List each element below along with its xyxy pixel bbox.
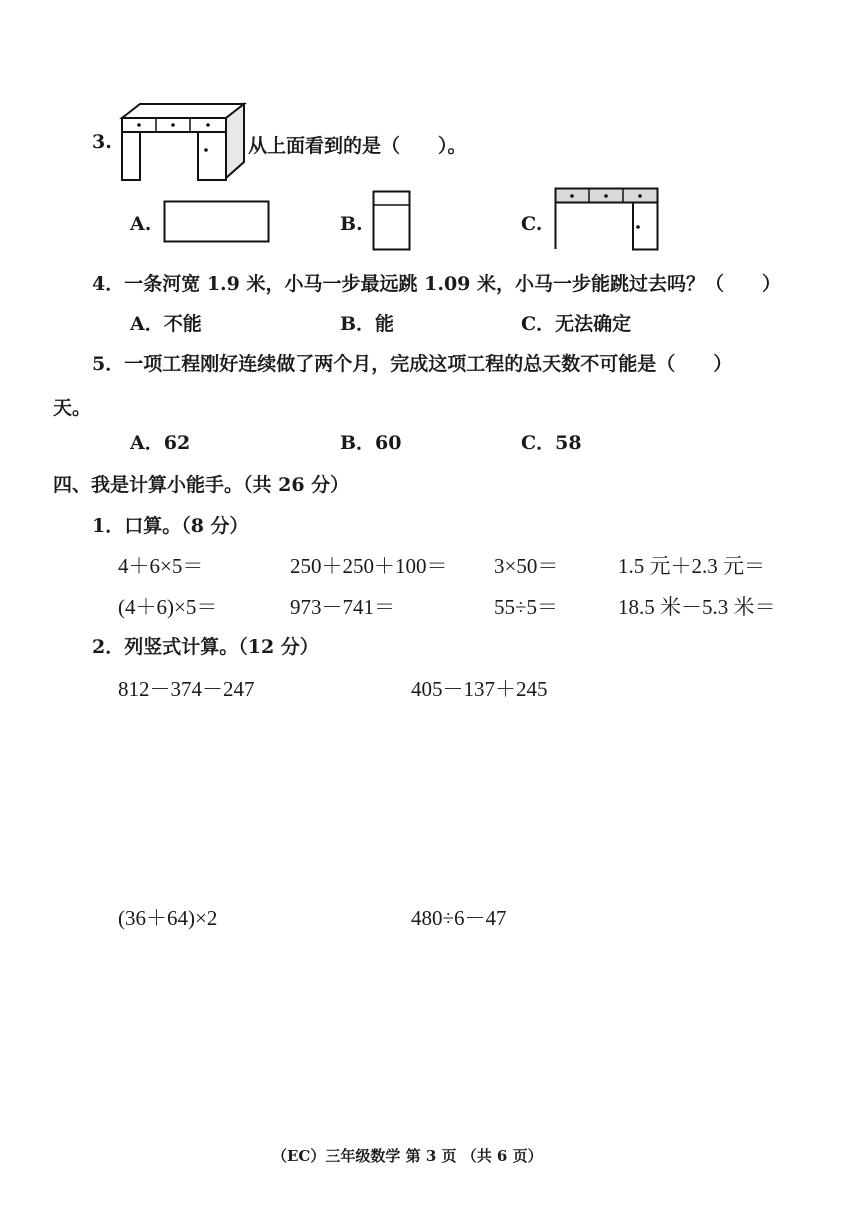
oral-item: 1.5 元＋2.3 元＝ <box>618 554 765 578</box>
option-a-figure <box>163 200 271 244</box>
oral-item: 3×50＝ <box>494 554 559 578</box>
q5-option-c: C．58 <box>521 432 582 454</box>
q5-continuation: 天。 <box>53 397 92 419</box>
q3-option-a-label: A. <box>130 213 152 235</box>
option-c-figure <box>554 187 660 253</box>
q4-option-a: A．不能 <box>130 313 202 335</box>
q5-option-b: B．60 <box>340 432 402 454</box>
q3-option-c-label: C. <box>521 213 543 235</box>
oral-item: (4＋6)×5＝ <box>118 595 218 619</box>
section4-title: 四、我是计算小能手。（共 26 分） <box>53 474 350 496</box>
q4-text: 4．一条河宽 1.9 米，小马一步最远跳 1.09 米，小马一步能跳过去吗？（ ） <box>92 273 782 295</box>
oral-item: 250＋250＋100＝ <box>290 554 448 578</box>
oral-item: 55÷5＝ <box>494 595 559 619</box>
q4-option-c: C．无法确定 <box>521 313 632 335</box>
oral-item: 973－741＝ <box>290 595 395 619</box>
oral-item: 18.5 米－5.3 米＝ <box>618 595 776 619</box>
oral-item: 4＋6×5＝ <box>118 554 204 578</box>
q4-option-b: B．能 <box>340 313 395 335</box>
part1-title: 1．口算。（8 分） <box>92 515 249 537</box>
vertical-calc-item: 812－374－247 <box>118 677 255 701</box>
q5-option-a: A．62 <box>130 432 191 454</box>
option-b-figure <box>372 190 412 252</box>
vertical-calc-item: 480÷6－47 <box>411 906 507 930</box>
q3-option-b-label: B. <box>340 213 363 235</box>
vertical-calc-item: (36＋64)×2 <box>118 906 218 930</box>
page-footer: （EC）三年级数学 第 3 页 （共 6 页） <box>272 1147 543 1165</box>
vertical-calc-item: 405－137＋245 <box>411 677 548 701</box>
q5-text: 5．一项工程刚好连续做了两个月，完成这项工程的总天数不可能是（ ） <box>92 353 733 375</box>
desk-figure <box>118 100 248 184</box>
part2-title: 2．列竖式计算。（12 分） <box>92 636 319 658</box>
q3-number: 3. <box>92 131 112 153</box>
q3-text: 从上面看到的是（ ）。 <box>248 135 467 157</box>
